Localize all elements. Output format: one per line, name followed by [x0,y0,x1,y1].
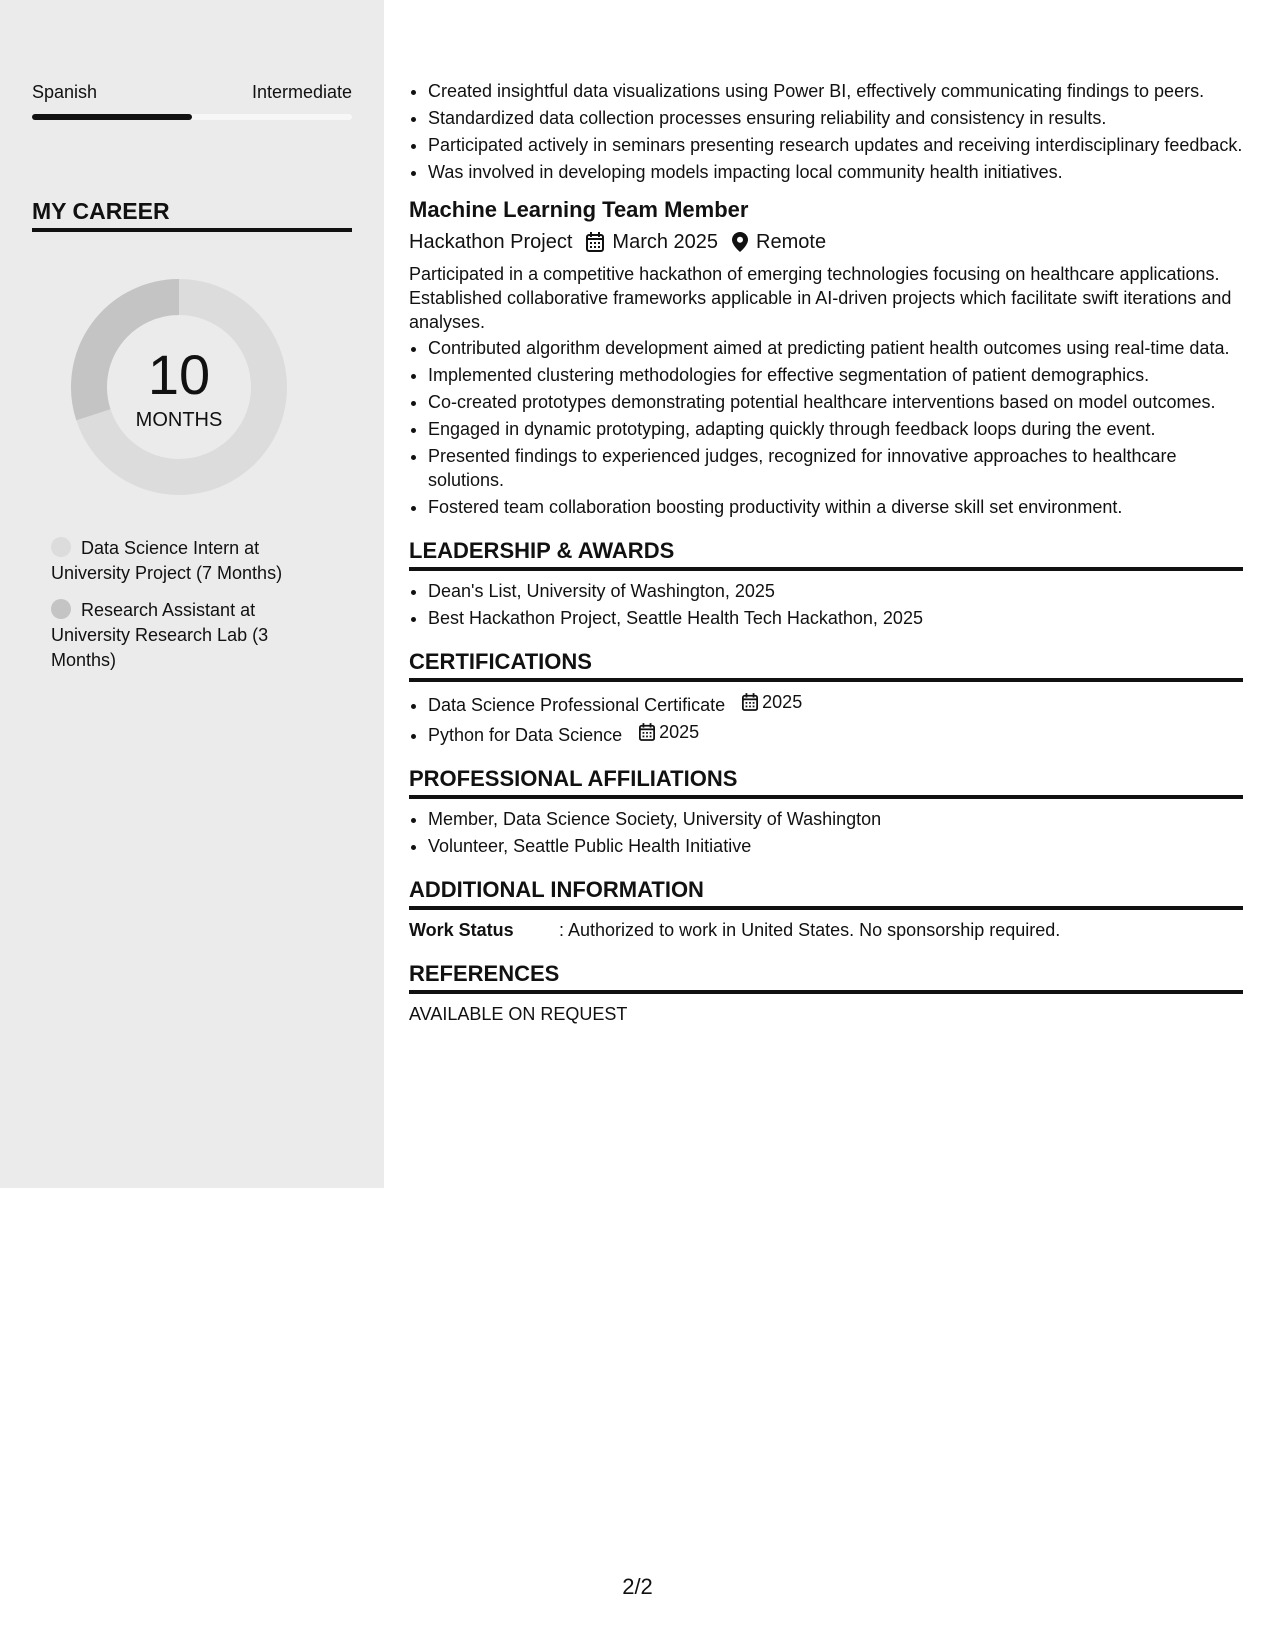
list-item: • Dean's List, University of Washington, 2025 [428,579,1243,603]
list-item: • Engaged in dynamic prototyping, adapting quickly through feedback loops during the event. [428,417,1243,441]
donut-total-number: 10 [147,343,211,406]
list-item: • Best Hackathon Project, Seattle Health Tech Hackathon, 2025 [428,606,1243,630]
job-description: Participated in a competitive hackathon of emerging technologies focusing on healthcare applications. Established collaborative frameworks applicable in AI-driven projects which facilitate swift iterations and analyses. [409,264,1232,332]
certificate-name: Python for Data Science [428,725,623,745]
list-item [428,690,1243,717]
intro-bullet-list [409,79,1243,184]
location-pin-icon [732,232,748,252]
job-bullet-list [409,336,1243,519]
list-item: • Implemented clustering methodologies for effective segmentation of patient demographics. [428,363,1243,387]
sidebar [0,0,384,1188]
list-item: • Standardized data collection processes ensuring reliability and consistency in results. [428,106,1243,130]
affiliations-heading: PROFESSIONAL AFFILIATIONS [409,765,1243,799]
list-item: • Presented findings to experienced judges, recognized for innovative approaches to healthcare solutions. [428,444,1243,492]
job-org: Hackathon Project [409,231,573,253]
references-heading: REFERENCES [409,960,1243,994]
list-item: • Was involved in developing models impacting local community health initiatives. [428,160,1243,184]
career-legend-item [51,598,311,673]
affiliations-list [409,807,1243,858]
work-status-row [409,918,1243,942]
list-item: • Member, Data Science Society, University of Washington [428,807,1243,831]
work-status-value: : Authorized to work in United States. No sponsorship required. [559,920,1061,940]
list-item: • Participated actively in seminars presenting research updates and receiving interdisciplinary feedback. [428,133,1243,157]
job-location: Remote [756,231,827,253]
legend-dot [51,537,71,557]
work-status-label: Work Status [409,920,514,940]
career-legend [51,536,311,685]
leadership-list [409,579,1243,630]
certifications-heading: CERTIFICATIONS [409,648,1243,682]
calendar-icon [742,693,758,711]
career-donut-chart [66,274,292,500]
list-item: • Fostered team collaboration boosting productivity within a diverse skill set environment. [428,495,1243,519]
certificate-name: Data Science Professional Certificate [428,695,726,715]
calendar-icon [586,232,604,252]
language-proficiency-bar [32,114,352,120]
career-legend-item [51,536,311,586]
donut-total-unit: MONTHS [135,409,223,431]
list-item: • Co-created prototypes demonstrating potential healthcare interventions based on model outcomes. [428,390,1243,414]
job-date: March 2025 [612,231,719,253]
list-item: • Created insightful data visualizations using Power BI, effectively communicating findings to peers. [428,79,1243,103]
certificate-year [639,720,699,744]
language-level: Intermediate [251,82,352,102]
leadership-heading: LEADERSHIP & AWARDS [409,537,1243,571]
legend-dot [51,599,71,619]
certificate-year-text: 2025 [762,692,803,712]
certifications-list [409,690,1243,747]
language-proficiency-fill [32,114,192,120]
career-legend-label: Research Assistant at University Research Lab (3 Months) [51,600,269,670]
language-name: Spanish [32,82,98,102]
list-item: • Volunteer, Seattle Public Health Initiative [428,834,1243,858]
additional-info-heading: ADDITIONAL INFORMATION [409,876,1243,910]
language-row [32,80,352,104]
list-item: • Contributed algorithm development aimed at predicting patient health outcomes using real-time data. [428,336,1243,360]
career-heading: MY CAREER [32,196,352,232]
job-meta [409,228,1243,256]
career-legend-label: Data Science Intern at University Project (7 Months) [51,538,283,583]
certificate-year-text: 2025 [659,722,700,742]
list-item [428,720,1243,747]
job-title: Machine Learning Team Member [409,197,749,222]
certificate-year [742,690,802,714]
main-content [409,79,1243,1026]
page-number: 2/2 [622,1574,653,1599]
references-text: AVAILABLE ON REQUEST [409,1004,628,1024]
calendar-icon [639,723,655,741]
